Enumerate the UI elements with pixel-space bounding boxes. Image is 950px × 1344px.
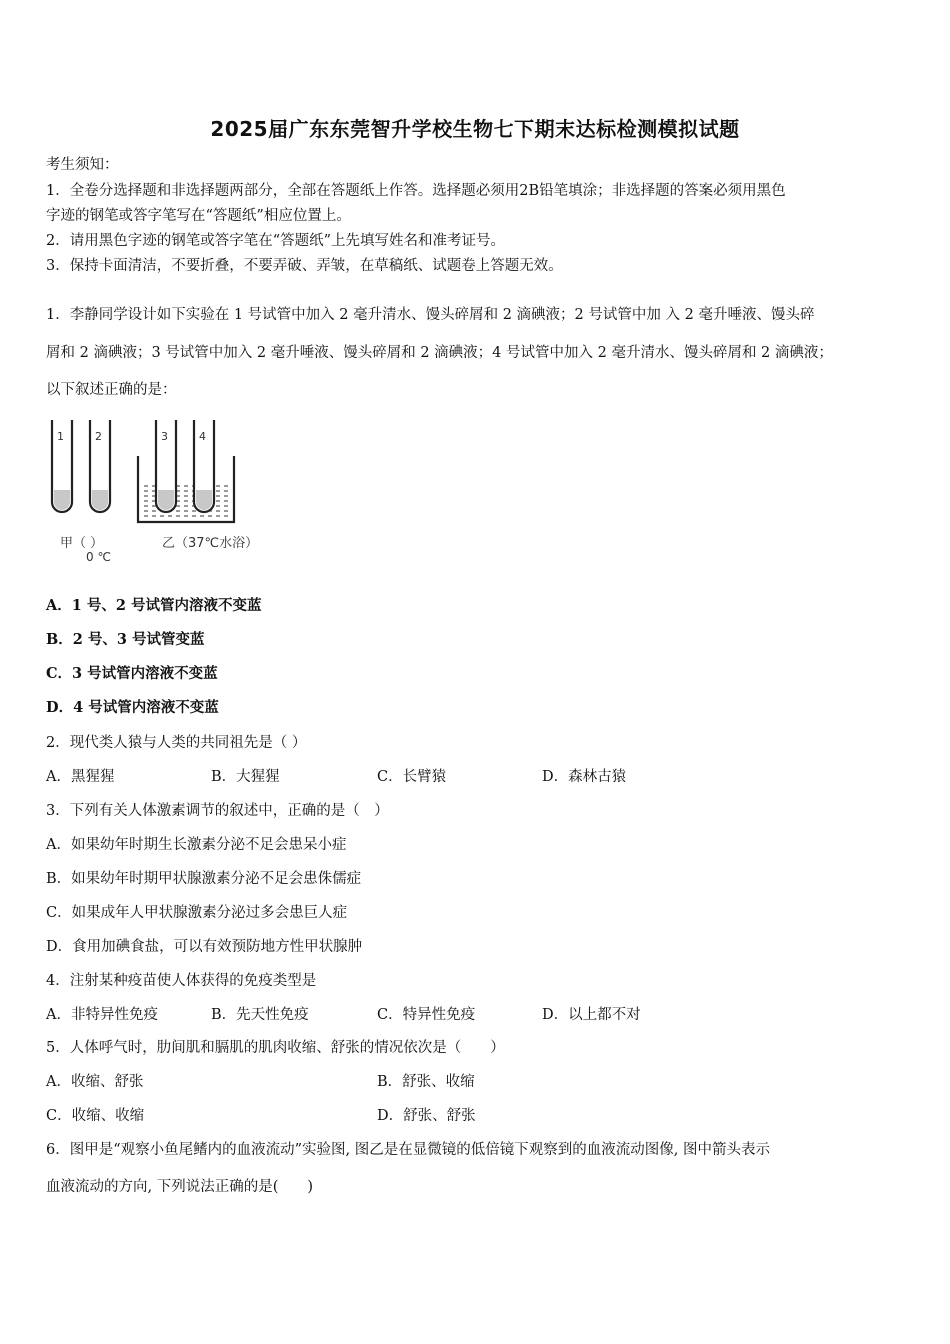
q3-option-a: A．如果幼年时期生长激素分泌不足会患呆小症 <box>46 837 347 853</box>
q2-option-c: C．长臂猿 <box>377 769 447 785</box>
q5-option-c: C．收缩、收缩 <box>46 1108 145 1124</box>
q5-option-a: A．收缩、舒张 <box>46 1074 144 1090</box>
q5-stem: 5．人体呼气时，肋间肌和膈肌的肌肉收缩、舒张的情况依次是（ ） <box>46 1040 505 1056</box>
q4-option-a: A．非特异性免疫 <box>46 1007 158 1023</box>
q3-option-d: D．食用加碘食盐，可以有效预防地方性甲状腺肿 <box>46 939 363 955</box>
tube-label-1: 1 <box>57 430 64 443</box>
q1-stem-line: 1．李静同学设计如下实验在 1 号试管中加入 2 毫升清水、馒头碎屑和 2 滴碘液；2 号试管中加 入 2 毫升唾液、馒头碎 <box>46 307 815 323</box>
q1-option-b: B．2 号、3 号试管变蓝 <box>46 631 205 648</box>
notice-item: 字迹的钢笔或答字笔写在“答题纸”相应位置上。 <box>46 208 351 224</box>
q2-option-b: B．大猩猩 <box>211 769 280 785</box>
q4-stem: 4．注射某种疫苗使人体获得的免疫类型是 <box>46 973 317 989</box>
q3-option-b: B．如果幼年时期甲状腺激素分泌不足会患侏儒症 <box>46 871 362 887</box>
q1-option-d: D．4 号试管内溶液不变蓝 <box>46 699 219 716</box>
notice-item: 2．请用黑色字迹的钢笔或答字笔在“答题纸”上先填写姓名和准考证号。 <box>46 233 506 249</box>
tube-label-3: 3 <box>161 430 168 443</box>
notice-heading: 考生须知： <box>46 157 119 173</box>
q2-option-a: A．黑猩猩 <box>46 769 115 785</box>
notice-item: 3．保持卡面清洁，不要折叠，不要弄破、弄皱，在草稿纸、试题卷上答题无效。 <box>46 258 563 274</box>
q2-stem: 2．现代类人猿与人类的共同祖先是（ ） <box>46 735 307 751</box>
q1-test-tube-figure <box>40 414 280 569</box>
q1-stem-line: 屑和 2 滴碘液；3 号试管中加入 2 毫升唾液、馒头碎屑和 2 滴碘液；4 号试管中加入 2 毫升清水、馒头碎屑和 2 滴碘液； <box>46 345 833 361</box>
q4-option-d: D．以上都不对 <box>542 1007 641 1023</box>
q3-option-c: C．如果成年人甲状腺激素分泌过多会患巨人症 <box>46 905 348 921</box>
tube-label-4: 4 <box>199 430 206 443</box>
q1-option-c: C．3 号试管内溶液不变蓝 <box>46 665 218 682</box>
q2-option-d: D．森林古猿 <box>542 769 627 785</box>
tube-label-2: 2 <box>95 430 102 443</box>
q5-option-b: B．舒张、收缩 <box>377 1074 475 1090</box>
caption-jia-temp: 0 ℃ <box>86 550 111 564</box>
q5-option-d: D．舒张、舒张 <box>377 1108 476 1124</box>
q4-option-c: C．特异性免疫 <box>377 1007 476 1023</box>
q1-option-a: A．1 号、2 号试管内溶液不变蓝 <box>46 597 262 614</box>
q4-option-b: B．先天性免疫 <box>211 1007 309 1023</box>
q6-stem-line: 6．图甲是“观察小鱼尾鳍内的血液流动”实验图, 图乙是在显微镜的低倍镜下观察到的血液流动图像, 图中箭头表示 <box>46 1142 770 1158</box>
q3-stem: 3．下列有关人体激素调节的叙述中，正确的是（ ） <box>46 803 389 819</box>
q6-stem-line: 血液流动的方向, 下列说法正确的是( ) <box>46 1179 314 1195</box>
exam-title: 2025届广东东莞智升学校生物七下期末达标检测模拟试题 <box>210 117 740 141</box>
q1-stem-line: 以下叙述正确的是： <box>46 382 177 398</box>
notice-item: 1．全卷分选择题和非选择题两部分，全部在答题纸上作答。选择题必须用2B铅笔填涂；非选择题的答案必须用黑色 <box>46 183 786 199</box>
caption-yi: 乙（37℃水浴） <box>162 536 259 551</box>
caption-jia: 甲（ ） <box>60 536 104 551</box>
